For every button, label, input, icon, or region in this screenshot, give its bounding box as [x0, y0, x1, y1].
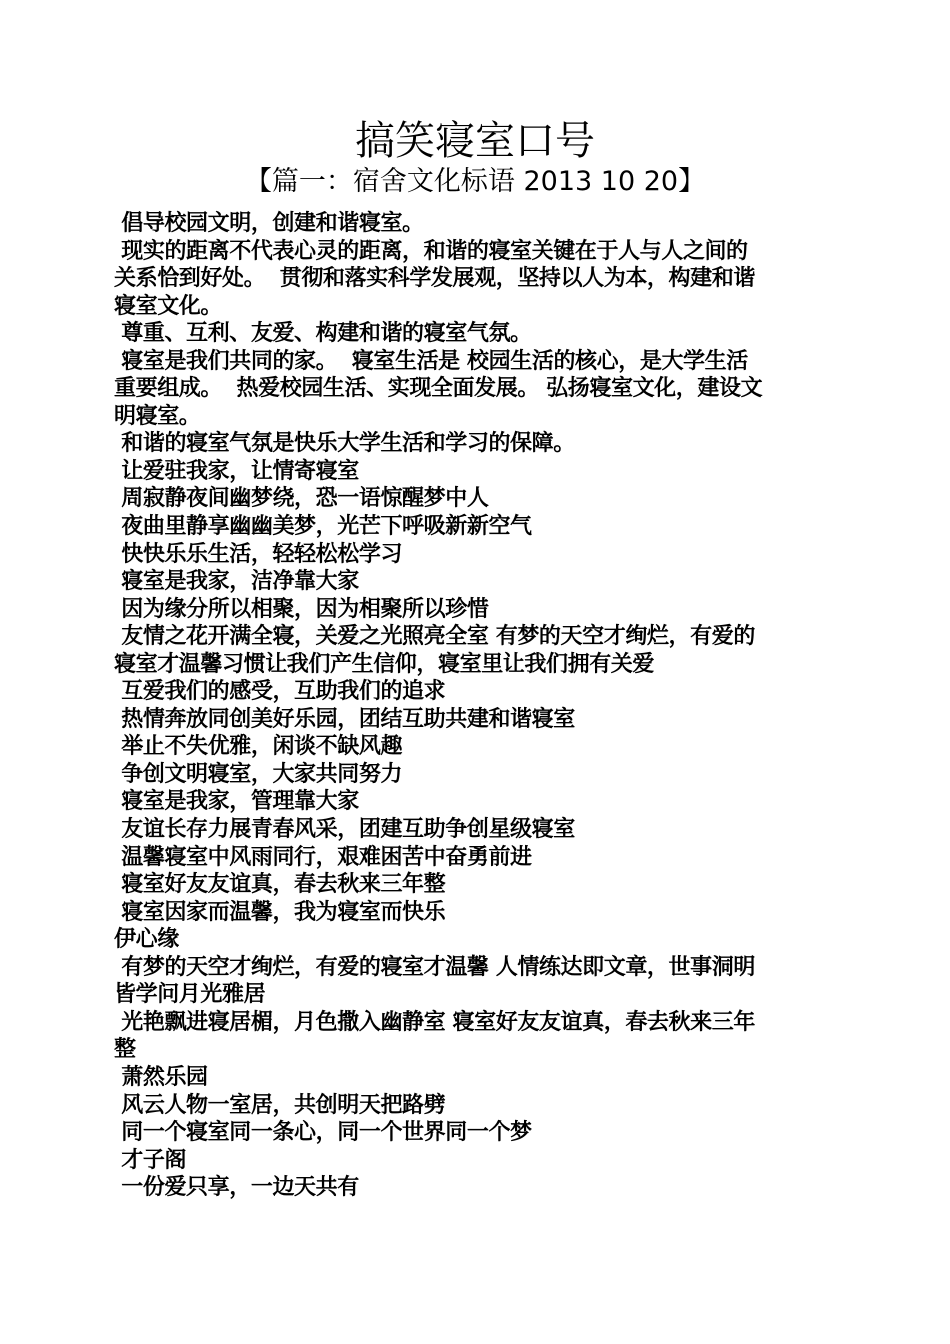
text-line: 热情奔放同创美好乐园，团结互助共建和谐寝室: [114, 706, 575, 732]
text-line: 寝室是我家，管理靠大家: [114, 789, 359, 815]
text-line: 周寂静夜间幽梦绕，恐一语惊醒梦中人: [114, 486, 489, 512]
text-line: 皆学问月光雅居: [114, 982, 266, 1008]
text-line: 风云人物一室居，共创明天把路劈: [114, 1092, 446, 1118]
text-line: 整: [114, 1037, 136, 1063]
text-line: 寝室好友友谊真，春去秋来三年整: [114, 872, 446, 898]
text-line: 友谊长存力展青春风采，团建互助争创星级寝室: [114, 817, 575, 843]
text-line: 寝室才温馨习惯让我们产生信仰，寝室里让我们拥有关爱: [114, 651, 655, 677]
text-line: 尊重、互利、友爱、构建和谐的寝室气氛。: [114, 321, 532, 347]
text-line: 争创文明寝室，大家共同努力: [114, 761, 403, 787]
text-line: 伊心缘: [114, 927, 179, 953]
text-line: 有梦的天空才绚烂，有爱的寝室才温馨 人情练达即文章，世事洞明: [114, 954, 755, 980]
text-line: 因为缘分所以相聚，因为相聚所以珍惜: [114, 596, 489, 622]
text-line: 萧然乐园: [114, 1064, 208, 1090]
text-line: 倡导校园文明，创建和谐寝室。: [114, 211, 424, 236]
text-line: 寝室是我们共同的家。 寝室生活是 校园生活的核心，是大学生活: [114, 348, 748, 374]
text-line: 同一个寝室同一条心，同一个世界同一个梦: [114, 1120, 532, 1146]
text-line: 快快乐乐生活，轻轻松松学习: [114, 541, 403, 567]
text-line: 光艳飘进寝居楣，月色撒入幽静室 寝室好友友谊真，春去秋来三年: [114, 1009, 755, 1035]
body-text: [114, 210, 834, 1202]
document-title: 搞笑寝室口号: [355, 118, 595, 164]
document-subtitle: 【篇一：宿舍文化标语 2013 10 20】: [244, 166, 706, 197]
text-line: 一份爱只享，一边天共有: [114, 1175, 359, 1201]
text-line: 和谐的寝室气氛是快乐大学生活和学习的保障。: [114, 431, 575, 457]
text-line: 互爱我们的感受，互助我们的追求: [114, 679, 446, 705]
text-line: 现实的距离不代表心灵的距离，和谐的寝室关键在于人与人之间的: [114, 238, 748, 264]
text-line: 友情之花开满全寝，关爱之光照亮全室 有梦的天空才绚烂，有爱的: [114, 624, 755, 650]
text-line: 关系恰到好处。 贯彻和落实科学发展观，坚持以人为本，构建和谐: [114, 266, 755, 292]
text-line: 夜曲里静享幽幽美梦，光芒下呼吸新新空气: [114, 514, 532, 540]
text-line: 寝室文化。: [114, 293, 223, 319]
text-line: 让爱驻我家，让情寄寝室: [114, 458, 359, 484]
text-line: 才子阁: [114, 1147, 187, 1173]
text-line: 寝室是我家，洁净靠大家: [114, 569, 359, 595]
text-line: 明寝室。: [114, 403, 201, 429]
text-line: 寝室因家而温馨，我为寝室而快乐: [114, 899, 446, 925]
text-line: 举止不失优雅，闲谈不缺风趣: [114, 734, 403, 760]
text-line: 温馨寝室中风雨同行，艰难困苦中奋勇前进: [114, 844, 532, 870]
text-line: 重要组成。 热爱校园生活、实现全面发展。 弘扬寝室文化，建设文: [114, 376, 763, 402]
